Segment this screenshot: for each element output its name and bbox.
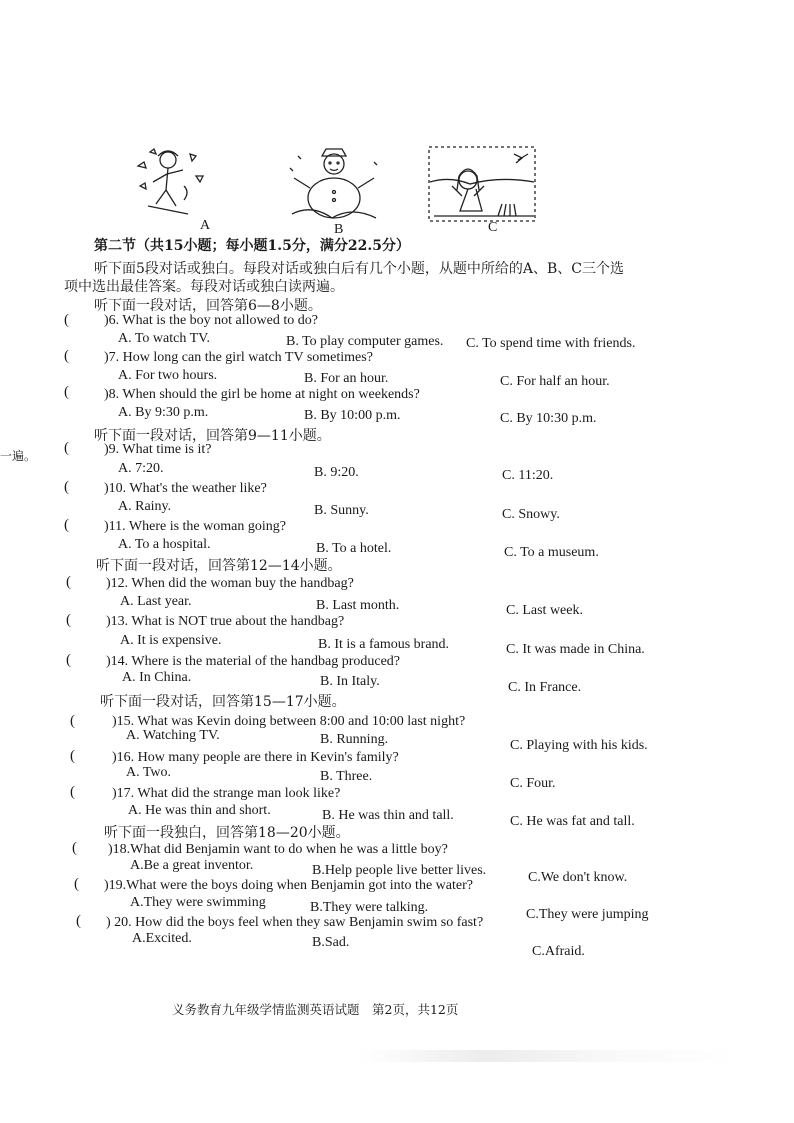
- q13-option-b: B. It is a famous brand.: [318, 637, 450, 652]
- answer-paren-11: (: [64, 517, 69, 533]
- q17-option-a: A. He was thin and short.: [128, 803, 271, 818]
- margin-fragment: 一遍。: [0, 449, 37, 463]
- picture-c: [428, 146, 536, 222]
- question-17: )17. What did the strange man look like?: [112, 786, 341, 801]
- question-15: )15. What was Kevin doing between 8:00 and 10:00 last night?: [112, 714, 466, 729]
- q11-option-c: C. To a museum.: [504, 545, 599, 560]
- scan-smudge: [360, 1050, 740, 1062]
- picture-a: [128, 146, 210, 218]
- answer-paren-10: (: [64, 479, 69, 495]
- q9-option-a: A. 7:20.: [118, 461, 164, 476]
- q15-option-a: A. Watching TV.: [126, 728, 220, 743]
- question-9: )9. What time is it?: [104, 442, 212, 457]
- answer-paren-9: (: [64, 440, 69, 456]
- q14-option-a: A. In China.: [122, 670, 192, 685]
- answer-paren-20: (: [76, 913, 81, 929]
- section-instructions-line-2: 项中选出最佳答案。每段对话或独白读两遍。: [64, 279, 344, 295]
- girl-sun-icon: [428, 146, 536, 222]
- intro-q12-14: 听下面一段对话，回答第12—14小题。: [96, 558, 342, 574]
- answer-paren-12: (: [66, 574, 71, 590]
- question-19: )19.What were the boys doing when Benjamin got into the water?: [104, 878, 473, 893]
- q8-option-c: C. By 10:30 p.m.: [500, 411, 597, 426]
- q9-option-b: B. 9:20.: [314, 465, 359, 480]
- q11-option-b: B. To a hotel.: [316, 541, 392, 556]
- q20-option-c: C.Afraid.: [532, 944, 585, 959]
- answer-paren-6: (: [64, 312, 69, 328]
- q18-option-a: A.Be a great inventor.: [130, 858, 254, 873]
- q18-option-b: B.Help people live better lives.: [312, 863, 487, 878]
- question-13: )13. What is NOT true about the handbag?: [106, 614, 345, 629]
- section-instructions-line-1: 听下面5段对话或独白。每段对话或独白后有几个小题，从题中所给的A、B、C三个选: [94, 261, 625, 277]
- question-18: )18.What did Benjamin want to do when he was a little boy?: [108, 842, 448, 857]
- q7-option-a: A. For two hours.: [118, 368, 218, 383]
- q14-option-b: B. In Italy.: [320, 674, 380, 689]
- q7-option-c: C. For half an hour.: [500, 374, 610, 389]
- q10-option-c: C. Snowy.: [502, 507, 560, 522]
- question-14: )14. Where is the material of the handbag produced?: [106, 654, 401, 669]
- q15-option-b: B. Running.: [320, 732, 389, 747]
- q16-option-b: B. Three.: [320, 769, 373, 784]
- intro-q18-20: 听下面一段独白，回答第18—20小题。: [104, 825, 350, 841]
- question-20: ) 20. How did the boys feel when they saw Benjamin swim so fast?: [106, 915, 484, 930]
- q11-option-a: A. To a hospital.: [118, 537, 211, 552]
- section-title: 第二节（共15小题；每小题1.5分，满分22.5分）: [94, 238, 410, 254]
- picture-a-label: A: [200, 218, 211, 233]
- q15-option-c: C. Playing with his kids.: [510, 738, 648, 753]
- q17-option-c: C. He was fat and tall.: [510, 814, 635, 829]
- question-11: )11. Where is the woman going?: [104, 519, 286, 534]
- q16-option-a: A. Two.: [126, 765, 172, 780]
- intro-q6-8: 听下面一段对话，回答第6—8小题。: [94, 298, 322, 314]
- question-6: )6. What is the boy not allowed to do?: [104, 313, 318, 328]
- picture-b: [286, 148, 382, 222]
- question-8: )8. When should the girl be home at night on weekends?: [104, 387, 420, 402]
- answer-paren-17: (: [70, 784, 75, 800]
- q6-option-c: C. To spend time with friends.: [466, 336, 636, 351]
- q19-option-a: A.They were swimming: [130, 895, 266, 910]
- q6-option-a: A. To watch TV.: [118, 331, 210, 346]
- answer-paren-13: (: [66, 612, 71, 628]
- q13-option-a: A. It is expensive.: [120, 633, 222, 648]
- answer-paren-19: (: [74, 876, 79, 892]
- q12-option-a: A. Last year.: [120, 594, 192, 609]
- q20-option-b: B.Sad.: [312, 935, 350, 950]
- picture-c-label: C: [488, 220, 498, 235]
- q8-option-b: B. By 10:00 p.m.: [304, 408, 401, 423]
- intro-q9-11: 听下面一段对话，回答第9—11小题。: [94, 428, 331, 444]
- snowman-icon: [286, 148, 382, 222]
- q8-option-a: A. By 9:30 p.m.: [118, 405, 209, 420]
- q10-option-a: A. Rainy.: [118, 499, 172, 514]
- q12-option-b: B. Last month.: [316, 598, 400, 613]
- answer-paren-18: (: [72, 840, 77, 856]
- q19-option-b: B.They were talking.: [310, 900, 429, 915]
- question-10: )10. What's the weather like?: [104, 481, 267, 496]
- answer-paren-15: (: [70, 713, 75, 729]
- q9-option-c: C. 11:20.: [502, 468, 554, 483]
- girl-leaves-icon: [128, 146, 210, 218]
- answer-paren-16: (: [70, 748, 75, 764]
- q14-option-c: C. In France.: [508, 680, 582, 695]
- q19-option-c: C.They were jumping: [526, 907, 649, 922]
- q17-option-b: B. He was thin and tall.: [322, 808, 454, 823]
- q13-option-c: C. It was made in China.: [506, 642, 645, 657]
- q20-option-a: A.Excited.: [132, 931, 192, 946]
- answer-paren-14: (: [66, 652, 71, 668]
- q16-option-c: C. Four.: [510, 776, 556, 791]
- q10-option-b: B. Sunny.: [314, 503, 369, 518]
- picture-b-label: B: [334, 222, 344, 237]
- answer-paren-7: (: [64, 348, 69, 364]
- question-7: )7. How long can the girl watch TV sometimes?: [104, 350, 373, 365]
- question-12: )12. When did the woman buy the handbag?: [106, 576, 354, 591]
- question-16: )16. How many people are there in Kevin's family?: [112, 750, 399, 765]
- answer-paren-8: (: [64, 384, 69, 400]
- q12-option-c: C. Last week.: [506, 603, 583, 618]
- q6-option-b: B. To play computer games.: [286, 334, 444, 349]
- q18-option-c: C.We don't know.: [528, 870, 628, 885]
- page-footer: 义务教育九年级学情监测英语试题 第2页，共12页: [172, 1002, 459, 1017]
- q7-option-b: B. For an hour.: [304, 371, 389, 386]
- intro-q15-17: 听下面一段对话，回答第15—17小题。: [100, 694, 346, 710]
